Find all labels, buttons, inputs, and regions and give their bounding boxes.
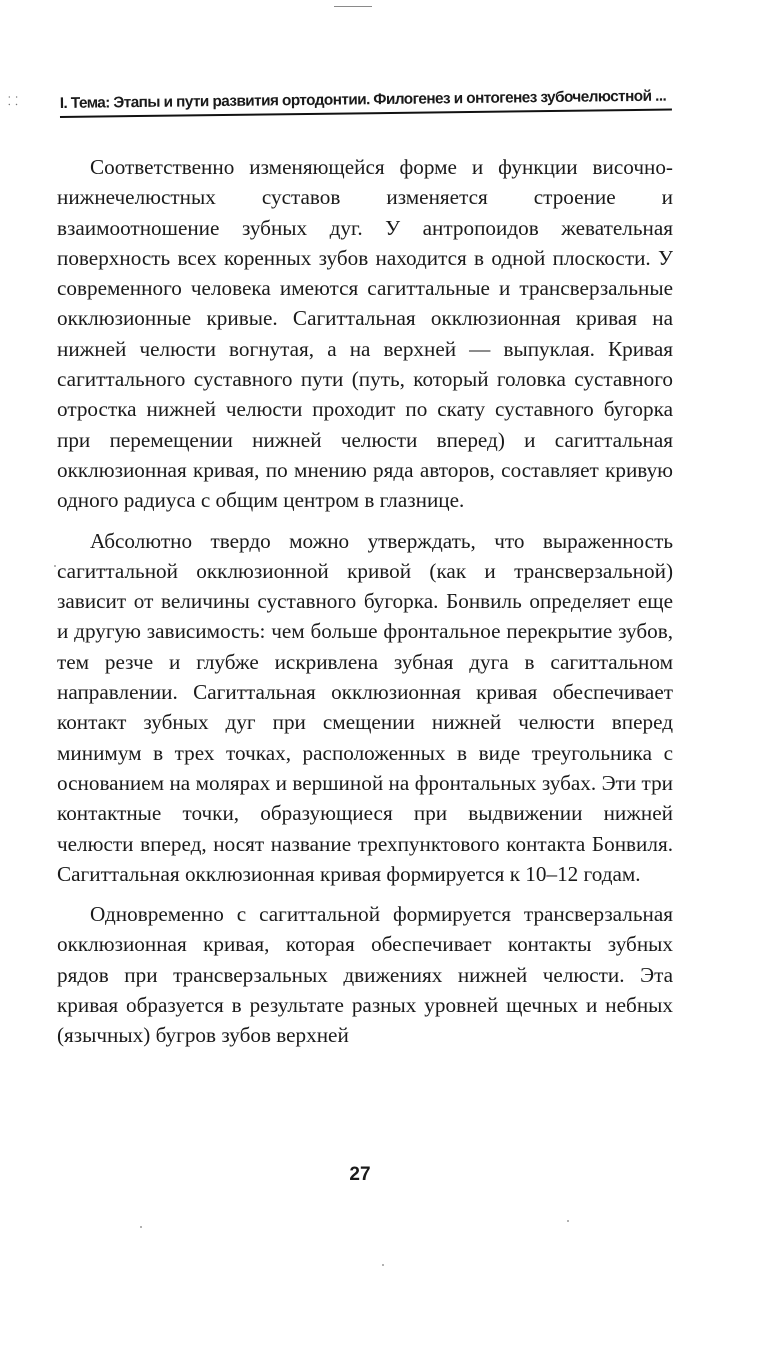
page-number: 27 bbox=[349, 1164, 371, 1185]
body-text bbox=[57, 152, 673, 1061]
paragraph: Абсолютно твердо можно утверждать, что выраженность сагиттальной окклюзионной кривой (как и трансверзальной) зависит от величины суставного бугорка. Бонвиль определяет еще и другую зависимость: чем больше фронтальное перекрытие зубов, тем резче и глубже искривлена зубная дуга в сагиттальном направлении. Сагиттальная окклюзионная кривая обеспечивает контакт зубных дуг при смещении нижней челюсти вперед минимум в трех точках, расположенных в виде треугольника с основанием на молярах и вершиной на фронтальных зубах. Эти три контактные точки, образующиеся при выдвижении нижней челюсти вперед, носят название трехпунктового контакта Бонвиля. Сагиттальная окклюзионная кривая формируется к 10–12 годам. bbox=[57, 528, 673, 886]
scan-speck bbox=[140, 1226, 142, 1228]
scan-speck bbox=[54, 565, 56, 567]
scan-speck bbox=[382, 1264, 384, 1266]
running-head: I. Тема: Этапы и пути развития ортодонтии. Филогенез и онтогенез зубочелюстной ... bbox=[60, 87, 672, 118]
paragraph: Соответственно изменяющейся форме и функции височно-нижнечелюстных суставов изменяется строение и взаимоотношение зубных дуг. У антропоидов жевательная поверхность всех коренных зубов находится в одной плоскости. У современного человека имеются сагиттальные и трансверзальные окклюзионные кривые. Сагиттальная окклюзионная кривая на нижней челюсти вогнутая, а на верхней — выпуклая. Кривая сагиттального суставного пути (путь, который головка суставного отростка нижней челюсти проходит по скату суставного бугорка при перемещении нижней челюсти вперед) и сагиттальная окклюзионная кривая, по мнению ряда авторов, составляет кривую одного радиуса с общим центром в глазнице. bbox=[57, 155, 673, 513]
margin-mark: ⸬ bbox=[8, 94, 18, 108]
paragraph: Одновременно с сагиттальной формируется трансверзальная окклюзионная кривая, которая обеспечивает контакты зубных рядов при трансверзальных движениях нижней челюсти. Эта кривая образуется в результате разных уровней щечных и небных (язычных) бугров зубов верхней bbox=[57, 902, 673, 1048]
scan-speck bbox=[567, 1220, 569, 1222]
page-edge-mark bbox=[334, 6, 372, 7]
